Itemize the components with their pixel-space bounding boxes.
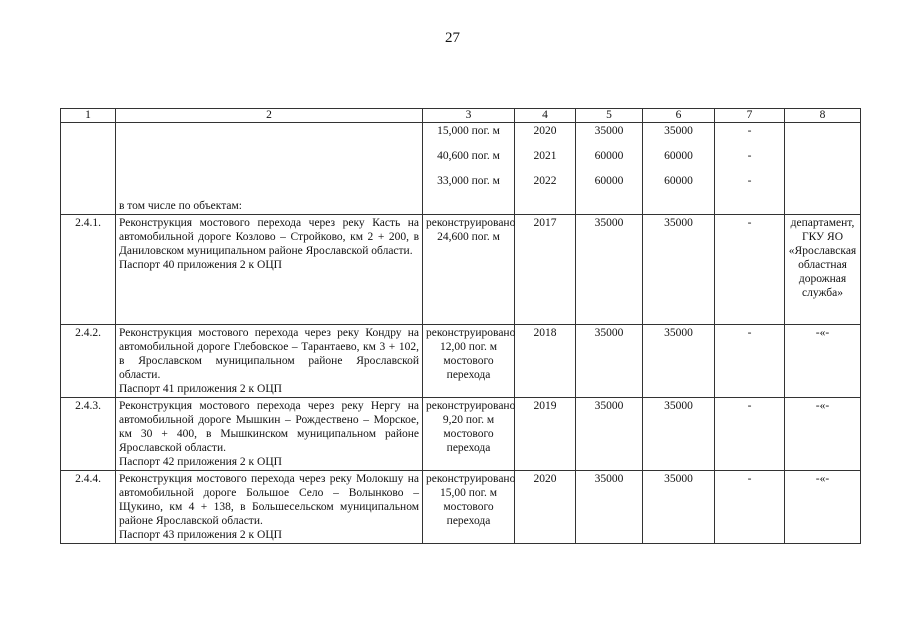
description-text: Реконструкция мостового перехода через реку Касть на автомобильной дороге Козлово – Стройково, км 2 + 200, в Даниловском муниципальном районе Ярославской области. <box>119 217 419 257</box>
row-col7: - <box>715 215 785 325</box>
dash-value: - <box>747 150 752 162</box>
amount-value: 35000 <box>664 125 693 137</box>
amount-value: 35000 <box>594 125 624 137</box>
passport-text: Паспорт 42 приложения 2 к ОЦП <box>119 456 282 468</box>
description-text: Реконструкция мостового перехода через реку Молокшу на автомобильной дороге Большое Село – Волынково – Щукино, км 4 + 138, в Большесельском муниципальном районе Ярославской области. <box>119 473 419 527</box>
row-executor: -«- <box>785 398 861 471</box>
summary-year-cell <box>515 123 576 215</box>
summary-desc-cell <box>116 123 423 215</box>
volume-value: 15,000 пог. м <box>437 125 500 137</box>
table-row <box>61 398 861 471</box>
row-executor: -«- <box>785 325 861 398</box>
year-value: 2022 <box>533 175 557 187</box>
row-col5: 35000 <box>576 325 643 398</box>
row-col5: 35000 <box>576 215 643 325</box>
row-year: 2017 <box>515 215 576 325</box>
table-row <box>61 215 861 325</box>
amount-value: 60000 <box>594 175 624 187</box>
row-col7: - <box>715 471 785 544</box>
passport-text: Паспорт 41 приложения 2 к ОЦП <box>119 383 282 395</box>
header-cell: 6 <box>643 109 715 123</box>
header-cell: 2 <box>116 109 423 123</box>
summary-col7-cell <box>715 123 785 215</box>
row-number: 2.4.1. <box>61 215 116 325</box>
summary-col8-cell <box>785 123 861 215</box>
summary-col5-cell <box>576 123 643 215</box>
summary-num-cell <box>61 123 116 215</box>
row-description <box>116 398 423 471</box>
row-col6: 35000 <box>643 215 715 325</box>
header-cell: 4 <box>515 109 576 123</box>
volume-value: 33,000 пог. м <box>437 175 500 187</box>
row-executor: департамент, ГКУ ЯО «Ярославская областная дорожная служба» <box>785 215 861 325</box>
program-table <box>60 108 861 544</box>
amount-value: 60000 <box>664 175 693 187</box>
summary-row <box>61 123 861 215</box>
summary-col6-cell <box>643 123 715 215</box>
row-year: 2019 <box>515 398 576 471</box>
row-volume: реконструировано 9,20 пог. м мостового перехода <box>423 398 515 471</box>
header-cell: 7 <box>715 109 785 123</box>
row-col6: 35000 <box>643 398 715 471</box>
summary-volume-cell <box>423 123 515 215</box>
row-number: 2.4.2. <box>61 325 116 398</box>
row-description <box>116 471 423 544</box>
row-number: 2.4.4. <box>61 471 116 544</box>
row-year: 2018 <box>515 325 576 398</box>
row-description <box>116 325 423 398</box>
including-label: в том числе по объектам: <box>119 200 242 212</box>
row-description <box>116 215 423 325</box>
header-cell: 3 <box>423 109 515 123</box>
row-volume: реконструировано 24,600 пог. м <box>423 215 515 325</box>
row-executor: -«- <box>785 471 861 544</box>
dash-value: - <box>747 175 752 187</box>
header-row <box>61 109 861 123</box>
amount-value: 60000 <box>664 150 693 162</box>
table-row <box>61 325 861 398</box>
year-value: 2020 <box>533 125 557 137</box>
row-col6: 35000 <box>643 325 715 398</box>
row-col7: - <box>715 325 785 398</box>
header-cell: 5 <box>576 109 643 123</box>
table-row <box>61 471 861 544</box>
description-text: Реконструкция мостового перехода через реку Нергу на автомобильной дороге Мышкин – Рождествено – Морское, км 30 + 400, в Мышкинском муниципальном районе Ярославской области. <box>119 400 419 454</box>
row-volume: реконструировано 15,00 пог. м мостового перехода <box>423 471 515 544</box>
passport-text: Паспорт 40 приложения 2 к ОЦП <box>119 259 282 271</box>
volume-value: 40,600 пог. м <box>437 150 500 162</box>
header-cell: 8 <box>785 109 861 123</box>
year-value: 2021 <box>533 150 557 162</box>
dash-value: - <box>747 125 752 137</box>
passport-text: Паспорт 43 приложения 2 к ОЦП <box>119 529 282 541</box>
row-number: 2.4.3. <box>61 398 116 471</box>
amount-value: 60000 <box>594 150 624 162</box>
row-year: 2020 <box>515 471 576 544</box>
row-col7: - <box>715 398 785 471</box>
description-text: Реконструкция мостового перехода через реку Кондру на автомобильной дороге Глебовское – Тарантаево, км 3 + 102, в Ярославском муниципальном районе Ярославской области. <box>119 327 419 381</box>
header-cell: 1 <box>61 109 116 123</box>
row-col6: 35000 <box>643 471 715 544</box>
row-volume: реконструировано 12,00 пог. м мостового перехода <box>423 325 515 398</box>
page-number: 27 <box>445 30 460 46</box>
row-col5: 35000 <box>576 398 643 471</box>
row-col5: 35000 <box>576 471 643 544</box>
